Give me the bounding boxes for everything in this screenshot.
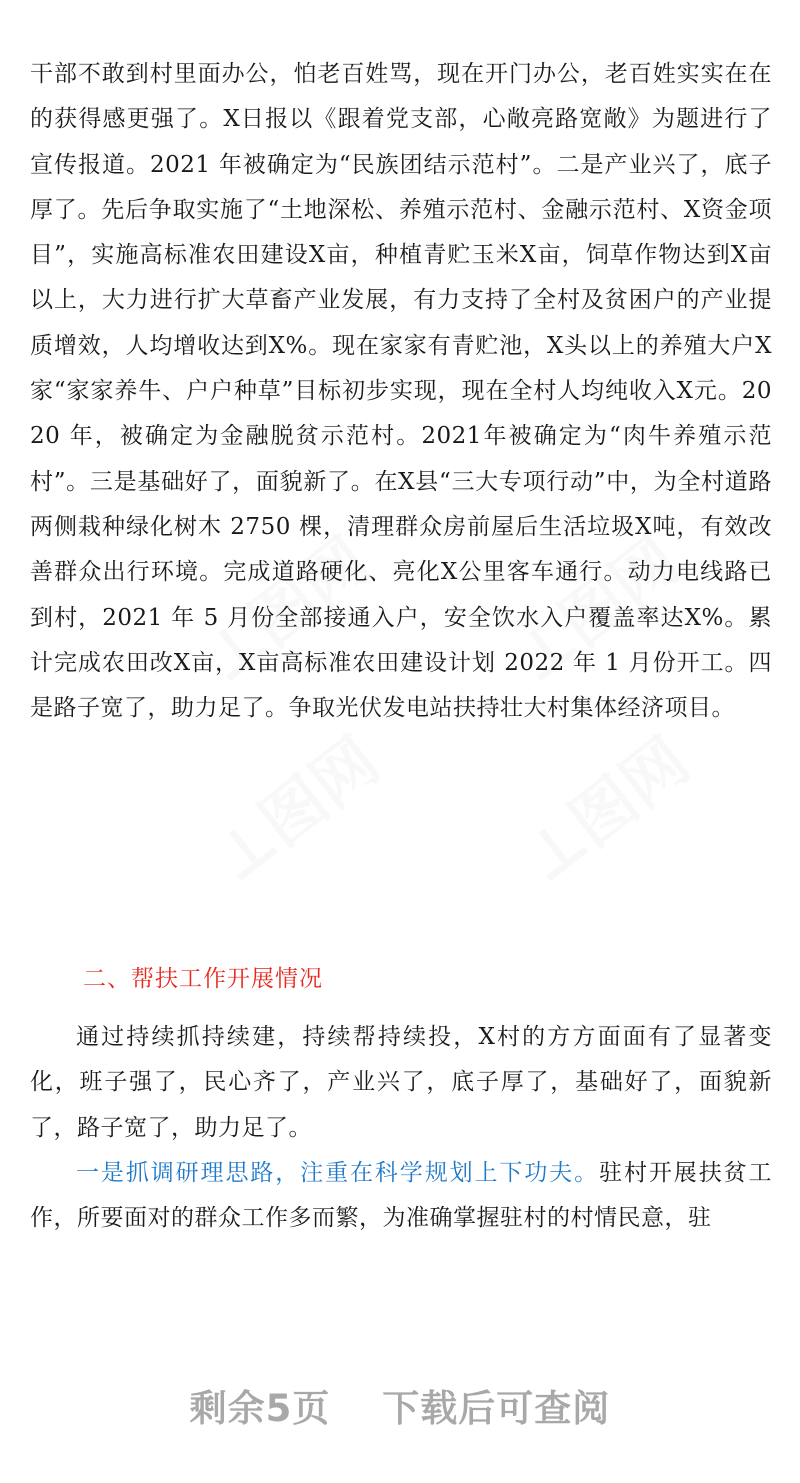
body-paragraph: [30, 1151, 772, 1242]
download-notice[interactable]: 剩余5页 下载后可查阅: [189, 1387, 611, 1430]
watermark: ⊥图网: [510, 724, 704, 898]
watermark: ⊥图网: [190, 524, 384, 698]
body-paragraph: 通过持续抓持续建，持续帮持续投，X村的方方面面有了显著变化，班子强了，民心齐了，产业兴了，底子厚了，基础好了，面貌新了，路子宽了，助力足了。: [30, 1024, 772, 1141]
watermark: ⊥图网: [500, 524, 694, 698]
lead-sentence: 一是抓调研理思路，注重在科学规划上下功夫。: [76, 1160, 600, 1186]
body-paragraph: 干部不敢到村里面办公，怕老百姓骂，现在开门办公，老百姓实实在在的获得感更强了。X日报以《跟着党支部，心敞亮路宽敞》为题进行了宣传报道。2021 年被确定为“民族团结示范村”。二是产业兴了，底子厚了。先后争取实施了“土地深松、养殖示范村、金融示范村、X资金项目”，实施高标准农田建设X亩，种植青贮玉米X亩，饲草作物达到X亩以上，大力进行扩大草畜产业发展，有力支持了全村及贫困户的产业提质增效，人均增收达到X%。现在家家有青贮池，X头以上的养殖大户X家“家家养牛、户户种草”目标初步实现，现在全村人均纯收入X元。2020 年，被确定为金融脱贫示范村。2021年被确定为“肉牛养殖示范村”。三是基础好了，面貌新了。在X县“三大专项行动”中，为全村道路两侧栽种绿化树木 2750 棵，清理群众房前屋后生活垃圾X吨，有效改善群众出行环境。完成道路硬化、亮化X公里客车通行。动力电线路已到村，2021 年 5 月份全部接通入户，安全饮水入户覆盖率达X%。累计完成农田改X亩，X亩高标准农田建设计划 2022 年 1 月份开工。四是路子宽了，助力足了。争取光伏发电站扶持壮大村集体经济项目。: [30, 61, 772, 722]
watermark: ⊥图网: [200, 724, 394, 898]
paragraph-text: 驻村开展扶贫工作，所要面对的群众工作多而繁，为准确掌握驻村的村情民意，驻: [30, 1160, 773, 1232]
section-heading: 二、帮扶工作开展情况: [83, 966, 323, 992]
